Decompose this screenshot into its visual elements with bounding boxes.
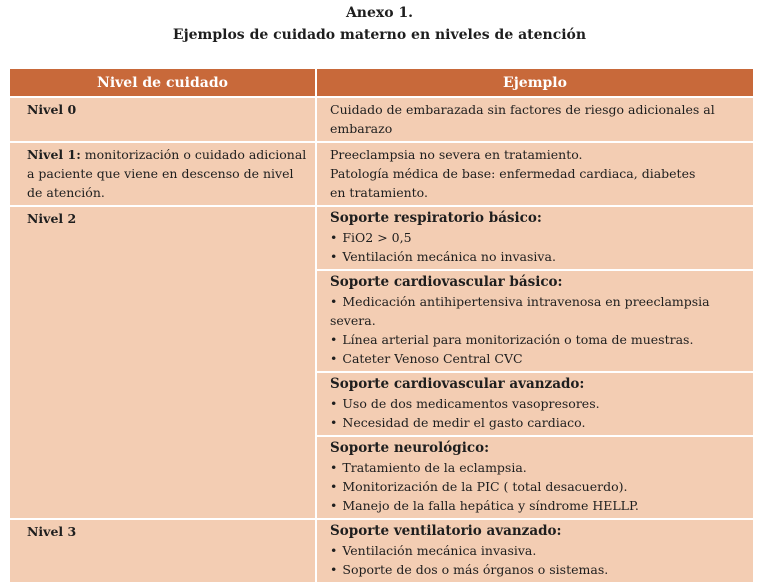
level-label: Nivel 3 — [27, 524, 77, 539]
example-cell — [316, 519, 753, 582]
level-cell — [10, 519, 316, 582]
table-row — [10, 519, 753, 582]
example-cell — [316, 97, 753, 142]
level-description: monitorización o cuidado adicional — [80, 147, 307, 162]
level-description: a paciente que viene en descenso de nivel — [27, 166, 294, 181]
table-row — [10, 206, 753, 270]
section-title: Soporte cardiovascular básico: — [330, 274, 563, 290]
section-title: Soporte ventilatorio avanzado: — [330, 523, 562, 539]
section-title: Soporte respiratorio básico: — [330, 210, 542, 226]
example-cell — [316, 436, 753, 519]
bullet-item: • Ventilación mecánica invasiva. — [330, 541, 745, 560]
example-cell — [316, 142, 753, 206]
level-description: de atención. — [27, 185, 105, 200]
section-title: Soporte neurológico: — [330, 440, 490, 456]
level-cell — [10, 142, 316, 206]
bullet-item: • Necesidad de medir el gasto cardiaco. — [330, 413, 745, 432]
document-title-block — [0, 0, 759, 45]
annex-label: Anexo 1. — [345, 5, 414, 21]
example-line: en tratamiento. — [330, 185, 428, 200]
example-line: Cuidado de embarazada sin factores de riesgo adicionales al — [330, 102, 715, 117]
example-cell — [316, 206, 753, 270]
example-cell — [316, 372, 753, 436]
header-ejemplo: Ejemplo — [316, 69, 753, 97]
table-row — [10, 142, 753, 206]
level-label: Nivel 2 — [27, 211, 77, 226]
level-cell — [10, 97, 316, 142]
care-levels-table — [10, 69, 753, 582]
example-line: embarazo — [330, 121, 393, 136]
bullet-item: • Uso de dos medicamentos vasopresores. — [330, 394, 745, 413]
table-caption: Ejemplos de cuidado materno en niveles de atención — [172, 27, 587, 43]
example-line: Preeclampsia no severa en tratamiento. — [330, 147, 583, 162]
example-line: Patología médica de base: enfermedad cardiaca, diabetes — [330, 166, 696, 181]
level-label: Nivel 1: — [27, 147, 81, 162]
example-cell — [316, 270, 753, 372]
level-label: Nivel 0 — [27, 102, 77, 117]
bullet-item: • Soporte de dos o más órganos o sistemas. — [330, 560, 745, 579]
bullet-item: • Medicación antihipertensiva intravenosa en preeclampsia severa. — [330, 292, 745, 330]
bullet-item: • FiO2 > 0,5 — [330, 228, 745, 247]
bullet-item: • Cateter Venoso Central CVC — [330, 349, 745, 368]
bullet-item: • Monitorización de la PIC ( total desacuerdo). — [330, 477, 745, 496]
table-header-row — [10, 69, 753, 97]
bullet-item: • Línea arterial para monitorización o toma de muestras. — [330, 330, 745, 349]
bullet-item: • Manejo de la falla hepática y síndrome HELLP. — [330, 496, 745, 515]
bullet-item: • Ventilación mecánica no invasiva. — [330, 247, 745, 266]
level-cell — [10, 206, 316, 519]
header-nivel-de-cuidado: Nivel de cuidado — [10, 69, 316, 97]
bullet-item: • Tratamiento de la eclampsia. — [330, 458, 745, 477]
table-row — [10, 97, 753, 142]
section-title: Soporte cardiovascular avanzado: — [330, 376, 585, 392]
